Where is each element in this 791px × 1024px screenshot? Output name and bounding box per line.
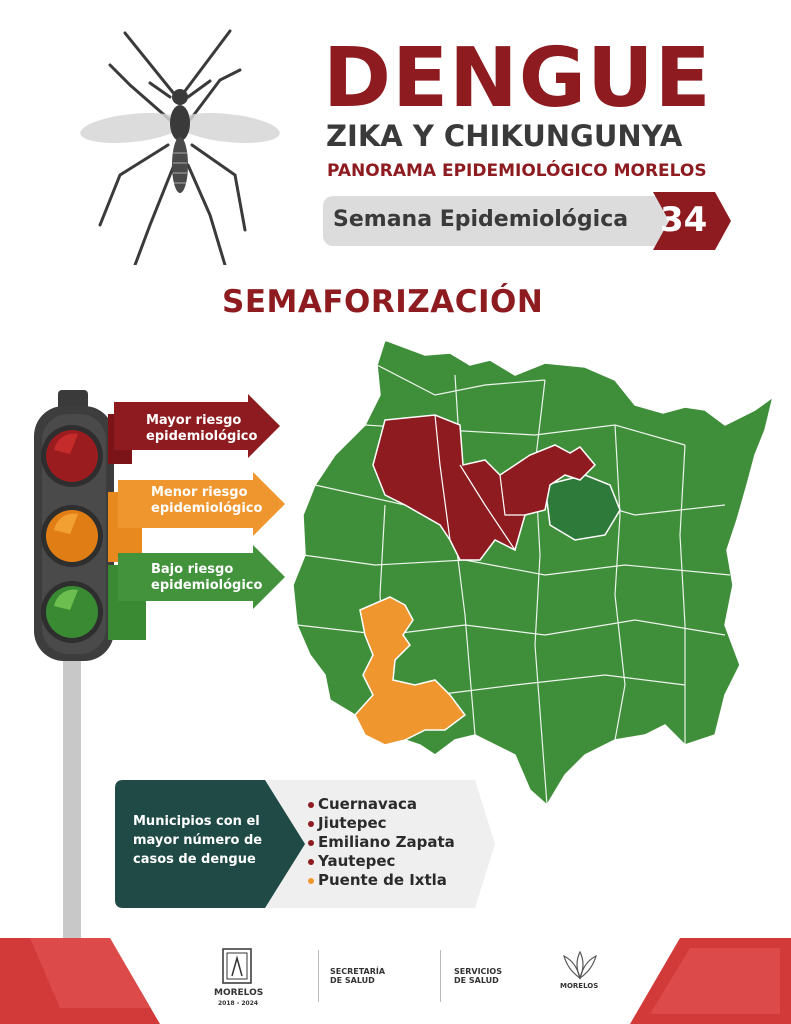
footer-secretaria: SECRETARÍA DE SALUD <box>330 967 386 985</box>
municipios-label: Municipios con el mayor número de casos de dengue <box>133 814 263 867</box>
footer-divider <box>440 950 441 1002</box>
footer-morelos2-caption: MORELOS <box>560 982 599 990</box>
footer-right-stripe <box>630 938 791 1024</box>
traffic-light-pole <box>63 655 81 945</box>
legend-bajo-label: Bajo riesgo epidemiológico <box>151 562 263 593</box>
morelos-map <box>285 335 785 815</box>
municipio-item: Yautepec <box>308 852 395 870</box>
red-light-icon <box>40 424 104 488</box>
mosquito-illustration <box>70 25 300 265</box>
page-title: DENGUE <box>323 31 712 126</box>
morelos-shield-icon <box>222 948 252 984</box>
footer-morelos-caption: MORELOS <box>214 988 264 998</box>
panorama-heading: PANORAMA EPIDEMIOLÓGICO MORELOS <box>327 161 707 181</box>
green-light-icon <box>40 580 104 644</box>
red-dot-icon <box>308 859 314 865</box>
week-label: Semana Epidemiológica <box>333 207 629 232</box>
red-dot-icon <box>308 802 314 808</box>
orange-dot-icon <box>308 878 314 884</box>
footer-morelos-years: 2018 - 2024 <box>218 1000 259 1007</box>
morelos-flower-logo-icon <box>560 950 600 980</box>
municipio-item: Emiliano Zapata <box>308 833 455 851</box>
footer-divider <box>318 950 319 1002</box>
municipio-item: Puente de Ixtla <box>308 871 447 889</box>
footer-left-stripe <box>0 938 160 1024</box>
legend-menor-label: Menor riesgo epidemiológico <box>151 485 263 516</box>
legend-mayor-label: Mayor riesgo epidemiológico <box>146 413 258 444</box>
week-number: 34 <box>660 200 708 240</box>
red-dot-icon <box>308 821 314 827</box>
footer-servicios: SERVICIOS DE SALUD <box>454 967 502 985</box>
municipio-item: Jiutepec <box>308 814 387 832</box>
section-title: SEMAFORIZACIÓN <box>222 284 544 320</box>
municipio-item: Cuernavaca <box>308 795 417 813</box>
orange-light-icon <box>40 504 104 568</box>
page-subtitle: ZIKA Y CHIKUNGUNYA <box>326 119 683 153</box>
red-dot-icon <box>308 840 314 846</box>
